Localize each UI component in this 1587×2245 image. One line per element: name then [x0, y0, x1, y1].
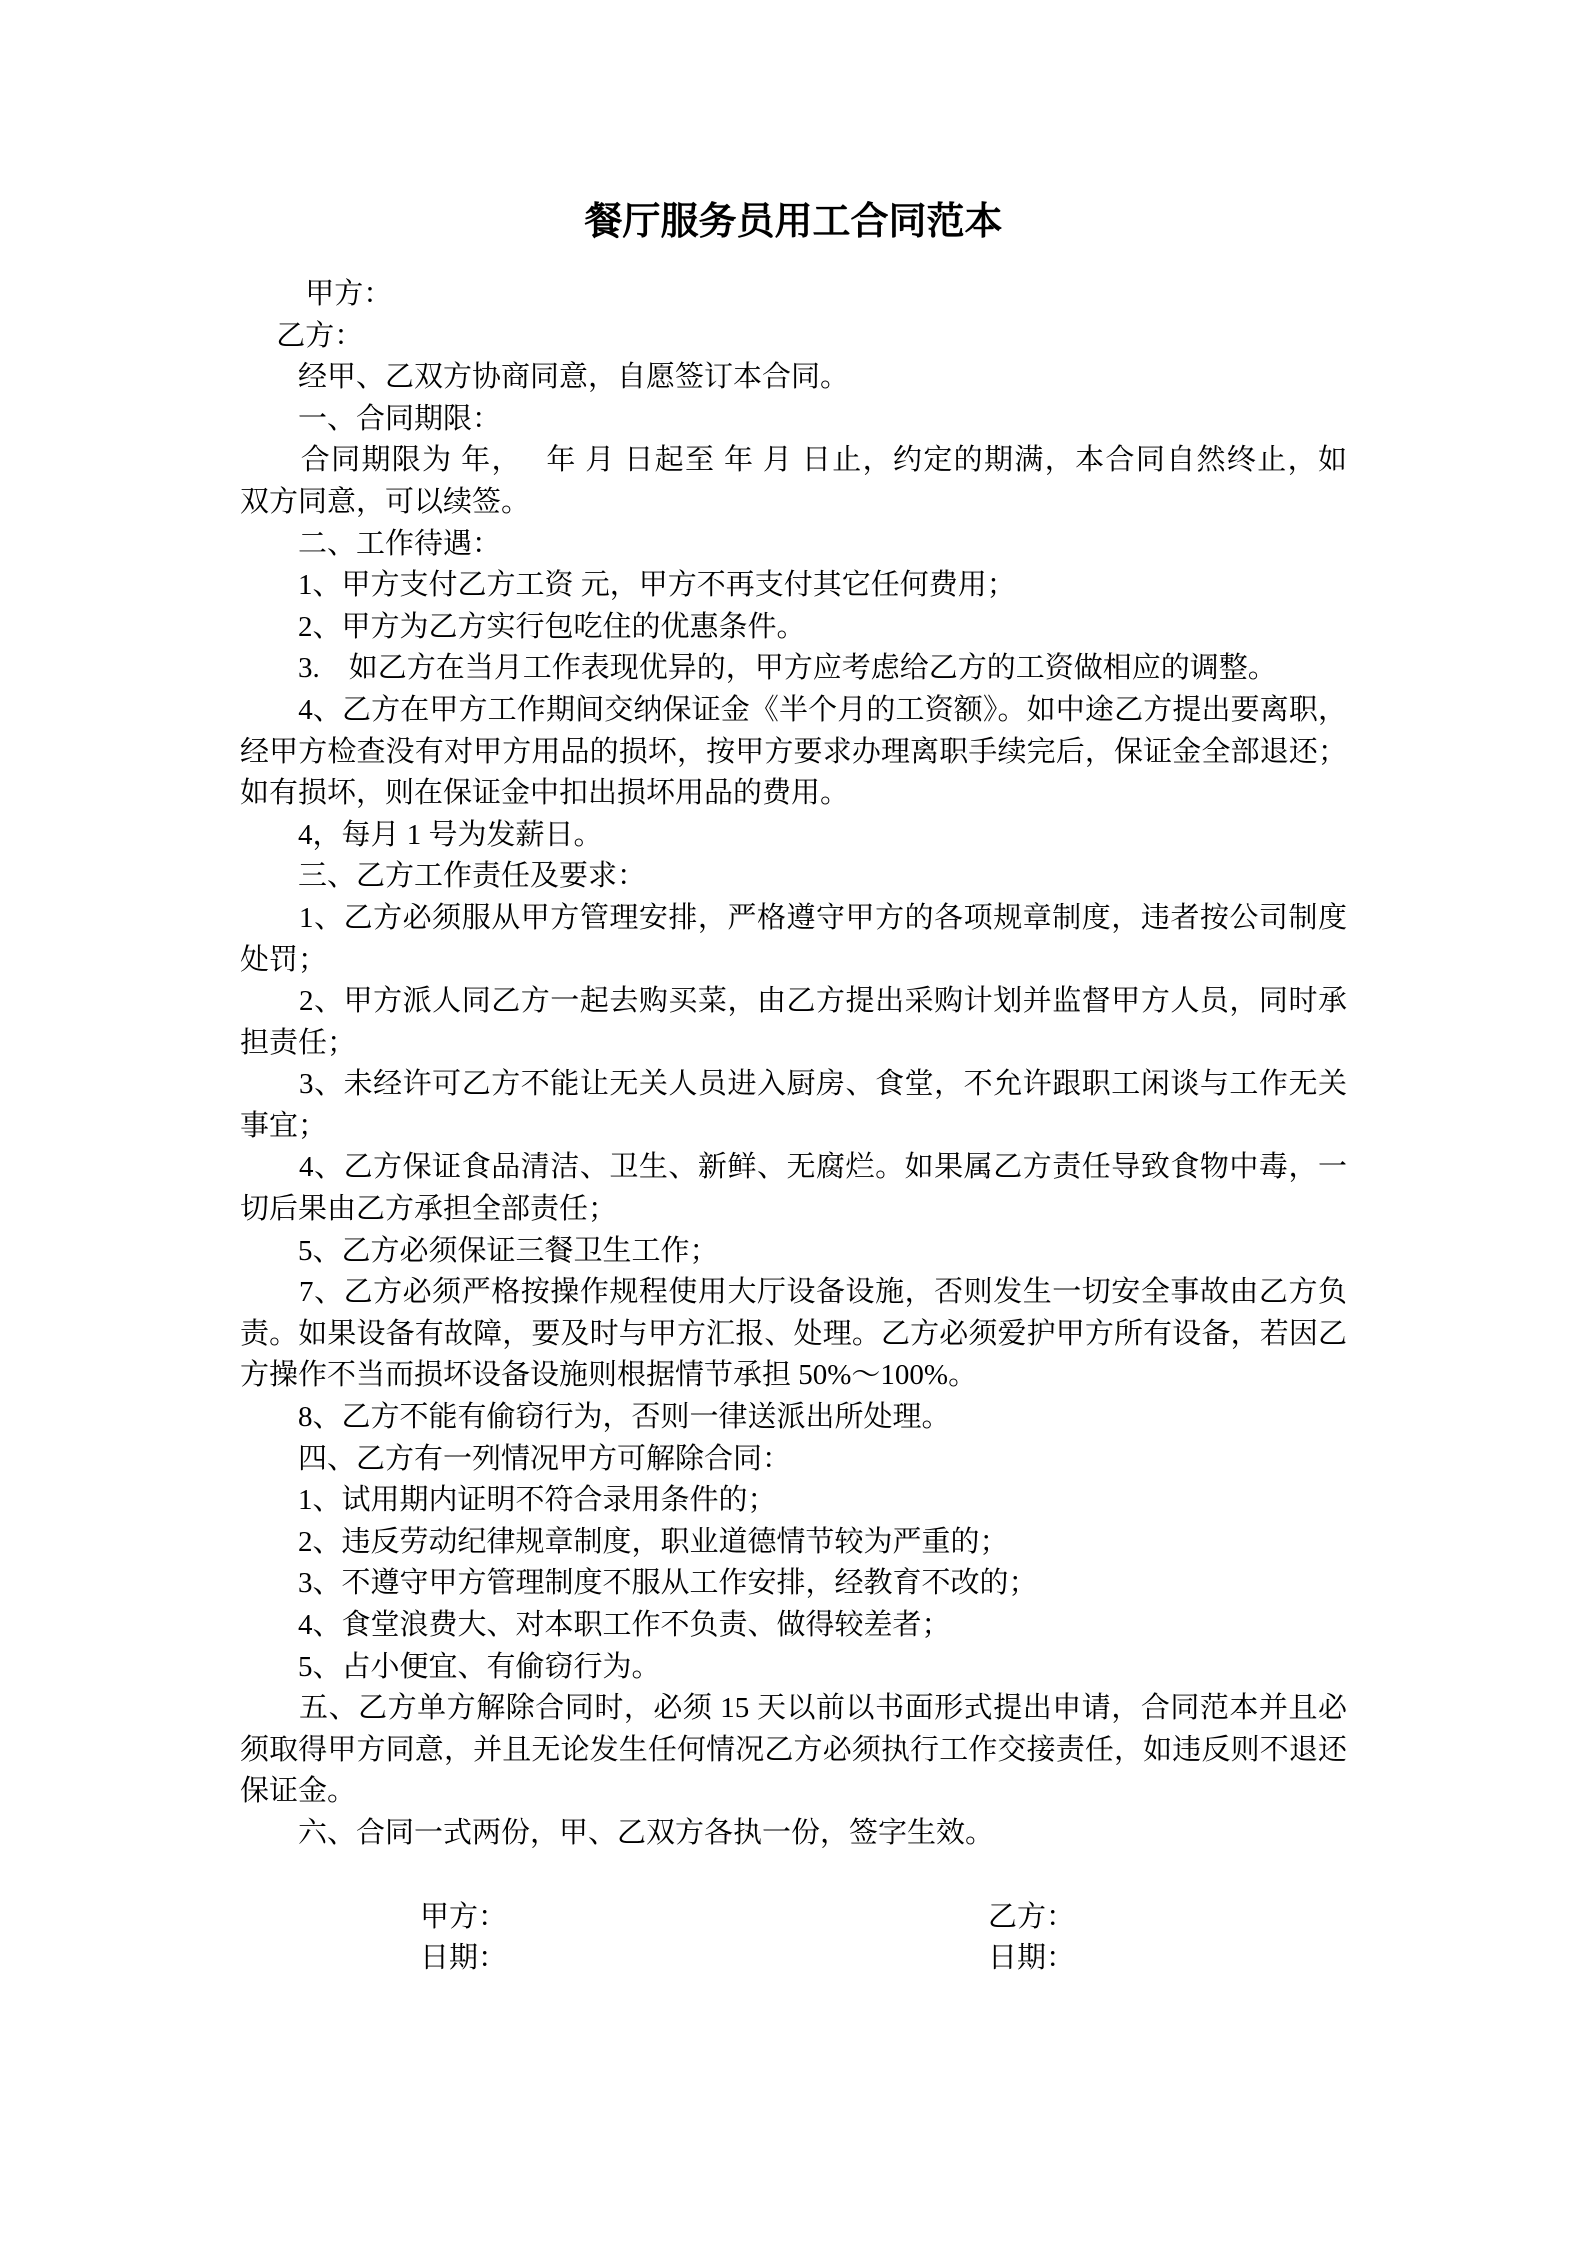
- text-line: 二、工作待遇：: [240, 527, 502, 560]
- text-line: 担责任；: [240, 1026, 357, 1059]
- text-line: 4、乙方在甲方工作期间交纳保证金《半个月的工资额》。如中途乙方提出要离职，: [240, 693, 1347, 726]
- text-line: 经甲、乙双方协商同意，自愿签订本合同。: [240, 361, 850, 394]
- text-line: 方操作不当而损坏设备设施则根据情节承担 50%～100%。: [240, 1359, 978, 1392]
- text-line: 一、合同期限：: [240, 402, 502, 435]
- party-b-date-label: 日期：: [988, 1942, 1076, 1975]
- text-line: 合同期限为 年， 年 月 日起至 年 月 日止，约定的期满，本合同自然终止，如: [240, 444, 1347, 477]
- text-line: 处罚；: [240, 943, 328, 976]
- text-line: 5、占小便宜、有偷窃行为。: [240, 1650, 661, 1683]
- text-line: 三、乙方工作责任及要求：: [240, 860, 647, 893]
- text-line: 甲方：: [240, 278, 393, 310]
- signature-block: [240, 1897, 1347, 1980]
- text-line: 四、乙方有一列情况甲方可解除合同：: [240, 1442, 792, 1475]
- text-line: 五、乙方单方解除合同时，必须 15 天以前以书面形式提出申请，合同范本并且必: [240, 1692, 1347, 1725]
- document-title: 餐厅服务员用工合同范本: [584, 201, 1003, 243]
- signature-row-dates: [240, 1938, 1347, 1980]
- text-line: 六、合同一式两份，甲、乙双方各执一份，签字生效。: [240, 1816, 995, 1849]
- text-line: 保证金。: [240, 1775, 357, 1808]
- text-line: 1、乙方必须服从甲方管理安排，严格遵守甲方的各项规章制度，违者按公司制度: [240, 901, 1347, 934]
- text-line: 8、乙方不能有偷窃行为，否则一律送派出所处理。: [240, 1401, 951, 1434]
- text-line: 如有损坏，则在保证金中扣出损坏用品的费用。: [240, 777, 850, 810]
- signature-row-parties: [240, 1897, 1347, 1939]
- text-line: 2、违反劳动纪律规章制度，职业道德情节较为严重的；: [240, 1525, 1009, 1558]
- text-line: 须取得甲方同意，并且无论发生任何情况乙方必须执行工作交接责任，如违反则不退还: [240, 1733, 1347, 1766]
- document-body: [240, 274, 1347, 1855]
- text-line: 3、不遵守甲方管理制度不服从工作安排，经教育不改的；: [240, 1567, 1038, 1600]
- text-line: 2、甲方派人同乙方一起去购买菜，由乙方提出采购计划并监督甲方人员，同时承: [240, 985, 1347, 1018]
- text-line: 2、甲方为乙方实行包吃住的优惠条件。: [240, 610, 806, 643]
- text-line: 1、甲方支付乙方工资 元，甲方不再支付其它任何费用；: [240, 569, 1016, 602]
- party-b-signature-label: 乙方：: [988, 1900, 1076, 1933]
- text-line: 经甲方检查没有对甲方用品的损坏，按甲方要求办理离职手续完后，保证金全部退还；: [240, 735, 1347, 768]
- text-line: 切后果由乙方承担全部责任；: [240, 1193, 618, 1226]
- text-line: 3. 如乙方在当月工作表现优异的，甲方应考虑给乙方的工资做相应的调整。: [240, 652, 1277, 685]
- text-line: 4，每月 1 号为发薪日。: [240, 818, 603, 851]
- text-line: 双方同意，可以续签。: [240, 485, 531, 518]
- text-line: 1、试用期内证明不符合录用条件的；: [240, 1484, 777, 1517]
- party-a-signature-label: 甲方：: [420, 1900, 508, 1933]
- text-line: 3、未经许可乙方不能让无关人员进入厨房、食堂，不允许跟职工闲谈与工作无关: [240, 1068, 1347, 1101]
- text-line: 事宜；: [240, 1109, 328, 1142]
- text-line: 7、乙方必须严格按操作规程使用大厅设备设施，否则发生一切安全事故由乙方负: [240, 1276, 1347, 1309]
- text-line: 乙方：: [240, 319, 364, 352]
- party-a-date-label: 日期：: [420, 1942, 508, 1975]
- text-line: 4、食堂浪费大、对本职工作不负责、做得较差者；: [240, 1609, 951, 1641]
- text-line: 5、乙方必须保证三餐卫生工作；: [240, 1234, 719, 1267]
- text-line: 4、乙方保证食品清洁、卫生、新鲜、无腐烂。如果属乙方责任导致食物中毒，一: [240, 1151, 1347, 1184]
- text-line: 责。如果设备有故障，要及时与甲方汇报、处理。乙方必须爱护甲方所有设备，若因乙: [240, 1317, 1347, 1350]
